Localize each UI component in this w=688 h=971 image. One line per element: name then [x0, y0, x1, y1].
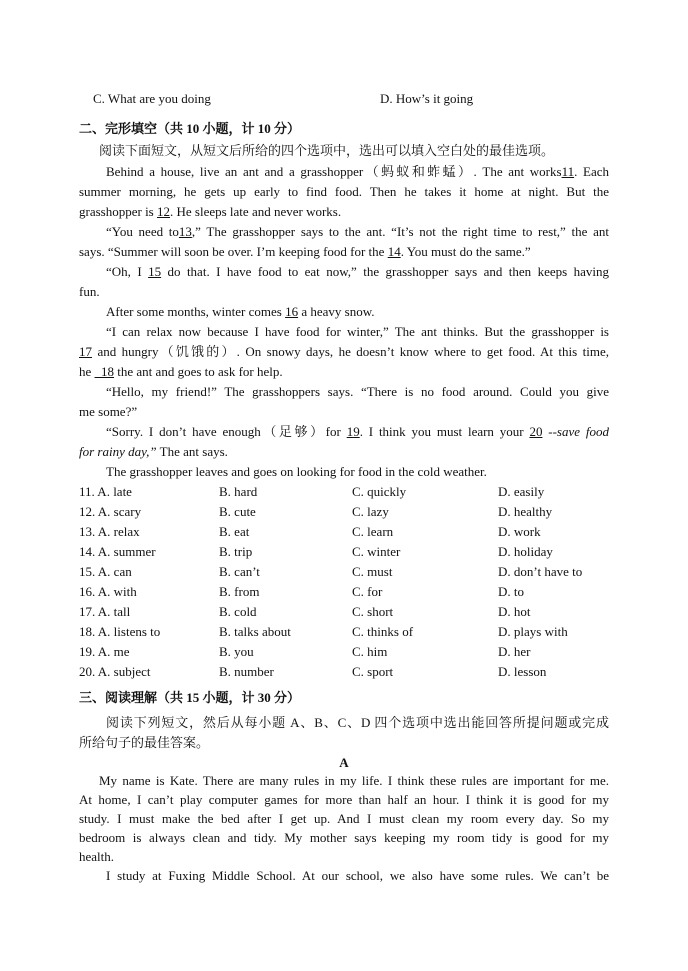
- blank-20: 20: [529, 424, 543, 439]
- passage-label-a: A: [339, 755, 349, 770]
- option-a: 14. A. summer: [79, 544, 156, 559]
- question-row: [79, 582, 619, 602]
- option-b: B. number: [219, 664, 274, 679]
- passage-line: “Hello, my friend!” The grasshoppers says. “There is no food around. Could you give: [106, 384, 609, 399]
- option-c: C. sport: [352, 664, 394, 679]
- question-row: [79, 562, 619, 582]
- passage-a-line: I study at Fuxing Middle School. At our school, we also have some rules. We can’t be: [106, 868, 609, 883]
- passage-line: grasshopper is 12. He sleeps late and never works.: [79, 204, 342, 219]
- passage-line: The grasshopper leaves and goes on looking for food in the cold weather.: [106, 464, 487, 479]
- option-c: C. him: [352, 644, 388, 659]
- section-3-heading: 三、阅读理解（共 15 小题，计 30 分）: [79, 690, 301, 705]
- option-d: D. lesson: [498, 664, 547, 679]
- option-b: B. you: [219, 644, 254, 659]
- question-row: [79, 542, 619, 562]
- section-2-heading: 二、完形填空（共 10 小题，计 10 分）: [79, 121, 301, 136]
- section-3-instruction-cont: 所给句子的最佳答案。: [79, 735, 210, 750]
- passage-line: fun.: [79, 284, 100, 299]
- blank-17: 17: [79, 344, 92, 359]
- option-a: 20. A. subject: [79, 664, 151, 679]
- option-b: B. from: [219, 584, 260, 599]
- passage-line: After some months, winter comes 16 a heavy snow.: [106, 304, 375, 319]
- blank-15: 15: [148, 264, 162, 279]
- option-d: D. work: [498, 524, 541, 539]
- option-d: D. How’s it going: [380, 91, 474, 106]
- passage-line: says. “Summer will soon be over. I’m keeping food for the 14. You must do the same.”: [79, 244, 531, 259]
- option-b: B. talks about: [219, 624, 291, 639]
- option-a: 19. A. me: [79, 644, 130, 659]
- question-row: [79, 482, 619, 502]
- blank-13: 13: [178, 224, 192, 239]
- passage-line: “You need to13,” The grasshopper says to the ant. “It’s not the right time to rest,” the ant: [106, 224, 609, 239]
- passage-a-line: At home, I can’t play computer games for more than half an hour. I think it is good for my: [79, 792, 609, 807]
- passage-line: me some?”: [79, 404, 138, 419]
- passage-line: Behind a house, live an ant and a grasshopper（蚂蚁和蚱蜢）. The ant works11. Each: [106, 164, 610, 179]
- passage-a-line: study. I must make the bed after I get up. And I must clean my room every day. So my: [79, 811, 609, 826]
- option-d: D. plays with: [498, 624, 568, 639]
- passage-a-line: My name is Kate. There are many rules in my life. I think these rules are important for me.: [99, 773, 609, 788]
- option-d: D. easily: [498, 484, 545, 499]
- option-c: C. short: [352, 604, 394, 619]
- blank-16: 16: [285, 304, 299, 319]
- option-a: 12. A. scary: [79, 504, 142, 519]
- option-c: C. must: [352, 564, 393, 579]
- question-row: [79, 622, 619, 642]
- option-a: 16. A. with: [79, 584, 137, 599]
- option-d: D. healthy: [498, 504, 553, 519]
- option-a: 18. A. listens to: [79, 624, 161, 639]
- passage-line: he 18 the ant and goes to ask for help.: [79, 364, 283, 379]
- option-a: 11. A. late: [79, 484, 132, 499]
- option-d: D. hot: [498, 604, 531, 619]
- section-3-instruction: 阅读下列短文，然后从每小题 A、B、C、D 四个选项中选出能回答所提问题或完成: [106, 715, 609, 730]
- option-c: C. learn: [352, 524, 394, 539]
- blank-18: 18: [94, 364, 115, 379]
- question-row: [79, 642, 619, 662]
- passage-line: “I can relax now because I have food for winter,” The ant thinks. But the grasshopper is: [106, 324, 609, 339]
- blank-11: 11: [561, 164, 575, 179]
- option-c: C. lazy: [352, 504, 389, 519]
- blank-12: 12: [157, 204, 170, 219]
- question-row: [79, 662, 619, 682]
- option-b: B. trip: [219, 544, 253, 559]
- question-row: [79, 502, 619, 522]
- option-d: D. to: [498, 584, 524, 599]
- passage-line: for rainy day,” The ant says.: [79, 444, 228, 459]
- question-row: [79, 602, 619, 622]
- question-row: [79, 522, 619, 542]
- passage-line: summer morning, he gets up early to find food. Then he takes it home at night. But the: [79, 184, 609, 199]
- option-c: C. for: [352, 584, 383, 599]
- option-d: D. holiday: [498, 544, 553, 559]
- passage-line: “Sorry. I don’t have enough（足够）for 19. I think you must learn your 20 --save food: [106, 424, 609, 439]
- option-b: B. can’t: [219, 564, 260, 579]
- option-a: 15. A. can: [79, 564, 132, 579]
- passage-line: 17 and hungry（饥饿的）. On snowy days, he doesn’t know where to get food. At this time,: [79, 344, 609, 359]
- option-row-prev: [79, 89, 619, 109]
- option-a: 17. A. tall: [79, 604, 131, 619]
- passage-a-line: health.: [79, 849, 115, 864]
- option-c: C. winter: [352, 544, 401, 559]
- option-c: C. quickly: [352, 484, 407, 499]
- option-c: C. What are you doing: [93, 91, 211, 106]
- option-b: B. cute: [219, 504, 256, 519]
- option-b: B. eat: [219, 524, 250, 539]
- option-b: B. cold: [219, 604, 257, 619]
- passage-a-line: bedroom is always clean and tidy. My mother says keeping my room tidy is good for my: [79, 830, 609, 845]
- option-d: D. her: [498, 644, 531, 659]
- option-d: D. don’t have to: [498, 564, 583, 579]
- section-2-instruction: 阅读下面短文，从短文后所给的四个选项中，选出可以填入空白处的最佳选项。: [99, 143, 555, 158]
- option-a: 13. A. relax: [79, 524, 140, 539]
- option-c: C. thinks of: [352, 624, 414, 639]
- blank-19: 19: [346, 424, 360, 439]
- passage-line: “Oh, I 15 do that. I have food to eat now,” the grasshopper says and then keeps having: [106, 264, 609, 279]
- option-b: B. hard: [219, 484, 258, 499]
- blank-14: 14: [387, 244, 401, 259]
